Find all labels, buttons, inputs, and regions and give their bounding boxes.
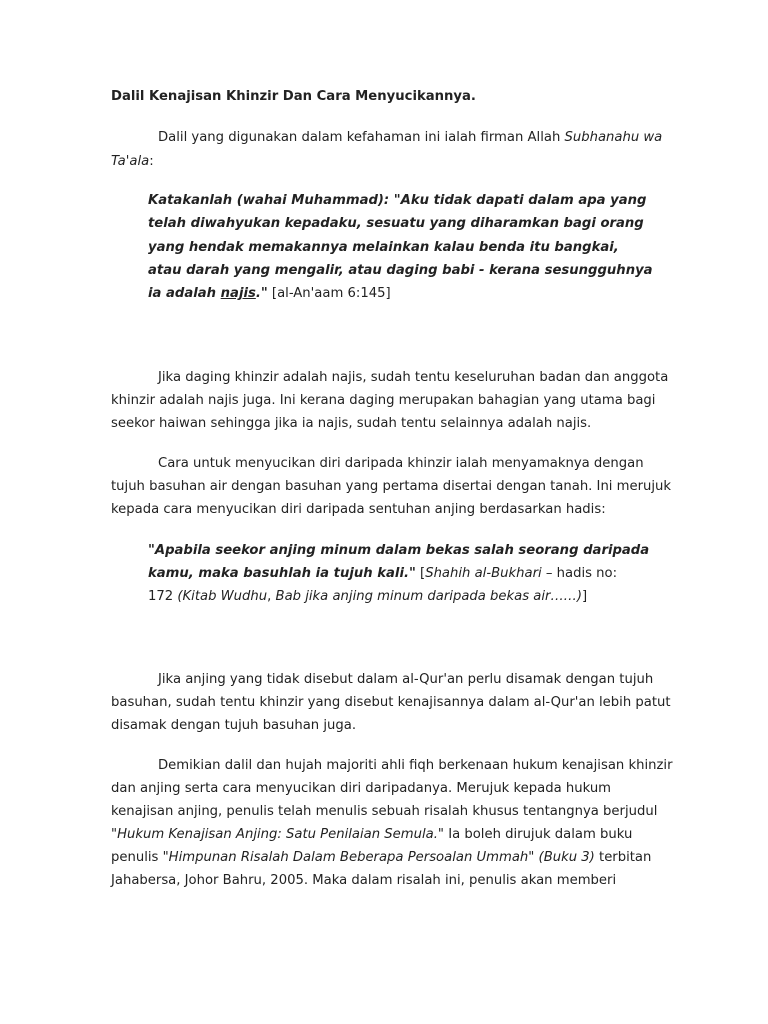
para3-line-3: disamak dengan tujuh basuhan juga. [111, 718, 357, 733]
najis-word: najis [220, 286, 256, 301]
hadith-quote-line-2 [148, 566, 617, 582]
intro-allah-title-cont: Ta'ala [111, 154, 150, 169]
hadith-ref-bracket: [ [415, 566, 426, 581]
quran-quote-line-2: telah diwahyukan kepadaku, sesuatu yang diharamkan bagi orang [148, 216, 644, 231]
para4-text: Ia boleh dirujuk dalam buku [444, 827, 633, 842]
para4-line-5 [111, 850, 651, 866]
para2-line-3: kepada cara menyucikan diri daripada sentuhan anjing berdasarkan hadis: [111, 502, 606, 517]
hadith-source: Shahih al-Bukhari [425, 566, 542, 581]
para3-line-2: basuhan, sudah tentu khinzir yang disebut kenajisannya dalam al-Qur'an lebih patut [111, 695, 671, 710]
para4-terbitan: terbitan [594, 850, 652, 865]
para3-line-1: Jika anjing yang tidak disebut dalam al-Qur'an perlu disamak dengan tujuh [158, 672, 654, 687]
hadith-comma: , [267, 589, 276, 604]
intro-line-1 [158, 130, 662, 146]
quran-quote-line-1: Katakanlah (wahai Muhammad): "Aku tidak dapati dalam apa yang [148, 193, 647, 208]
quran-quote-text: ia adalah [148, 286, 221, 301]
document-title: Dalil Kenajisan Khinzir Dan Cara Menyucikannya. [111, 89, 476, 104]
hadith-close-bracket: ] [582, 589, 588, 604]
para1-line-1: Jika daging khinzir adalah najis, sudah tentu keseluruhan badan dan anggota [158, 370, 669, 385]
intro-allah-title: Subhanahu wa [564, 130, 663, 145]
hadith-kitab: (Kitab Wudhu [177, 589, 268, 604]
book-title: Himpunan Risalah Dalam Beberapa Persoalan Ummah" (Buku 3) [168, 850, 595, 865]
hadith-quote-text: kamu, maka basuhlah ia tujuh kali." [148, 566, 416, 581]
intro-text: Dalil yang digunakan dalam kefahaman ini ialah firman Allah [158, 130, 565, 145]
para4-line-6: Jahabersa, Johor Bahru, 2005. Maka dalam risalah ini, penulis akan memberi [111, 873, 617, 888]
risalah-title: "Hukum Kenajisan Anjing: Satu Penilaian Semula." [111, 827, 444, 842]
hadith-quote-line-1: "Apabila seekor anjing minum dalam bekas salah seorang daripada [148, 543, 650, 558]
quran-quote-line-3: yang hendak memakannya melainkan kalau benda itu bangkai, [148, 240, 619, 255]
quran-quote-line-5 [148, 286, 391, 302]
quran-quote-line-4: atau darah yang mengalir, atau daging babi - kerana sesungguhnya [148, 263, 653, 278]
hadith-number-label: – hadis no: [541, 566, 618, 581]
para4-line-1: Demikian dalil dan hujah majoriti ahli fiqh berkenaan hukum kenajisan khinzir [158, 758, 673, 773]
para4-line-4 [111, 827, 632, 843]
intro-line-2 [111, 154, 154, 170]
para1-line-2: khinzir adalah najis juga. Ini kerana daging merupakan bahagian yang utama bagi [111, 393, 656, 408]
quran-quote-close: ." [255, 286, 268, 301]
para2-line-2: tujuh basuhan air dengan basuhan yang pertama disertai dengan tanah. Ini merujuk [111, 479, 672, 494]
intro-colon: : [149, 154, 154, 169]
hadith-bab: Bab jika anjing minum daripada bekas air……) [275, 589, 582, 604]
para4-penulis: penulis " [111, 850, 169, 865]
para4-line-3: kenajisan anjing, penulis telah menulis sebuah risalah khusus tentangnya berjudul [111, 804, 658, 819]
para4-line-2: dan anjing serta cara menyucikan diri daripadanya. Merujuk kepada hukum [111, 781, 612, 796]
para2-line-1: Cara untuk menyucikan diri daripada khinzir ialah menyamaknya dengan [158, 456, 644, 471]
quran-reference: [al-An'aam 6:145] [267, 286, 391, 301]
para1-line-3: seekor haiwan sehingga jika ia najis, sudah tentu selainnya adalah najis. [111, 416, 592, 431]
hadith-quote-line-3 [148, 589, 587, 605]
hadith-number: 172 [148, 589, 178, 604]
